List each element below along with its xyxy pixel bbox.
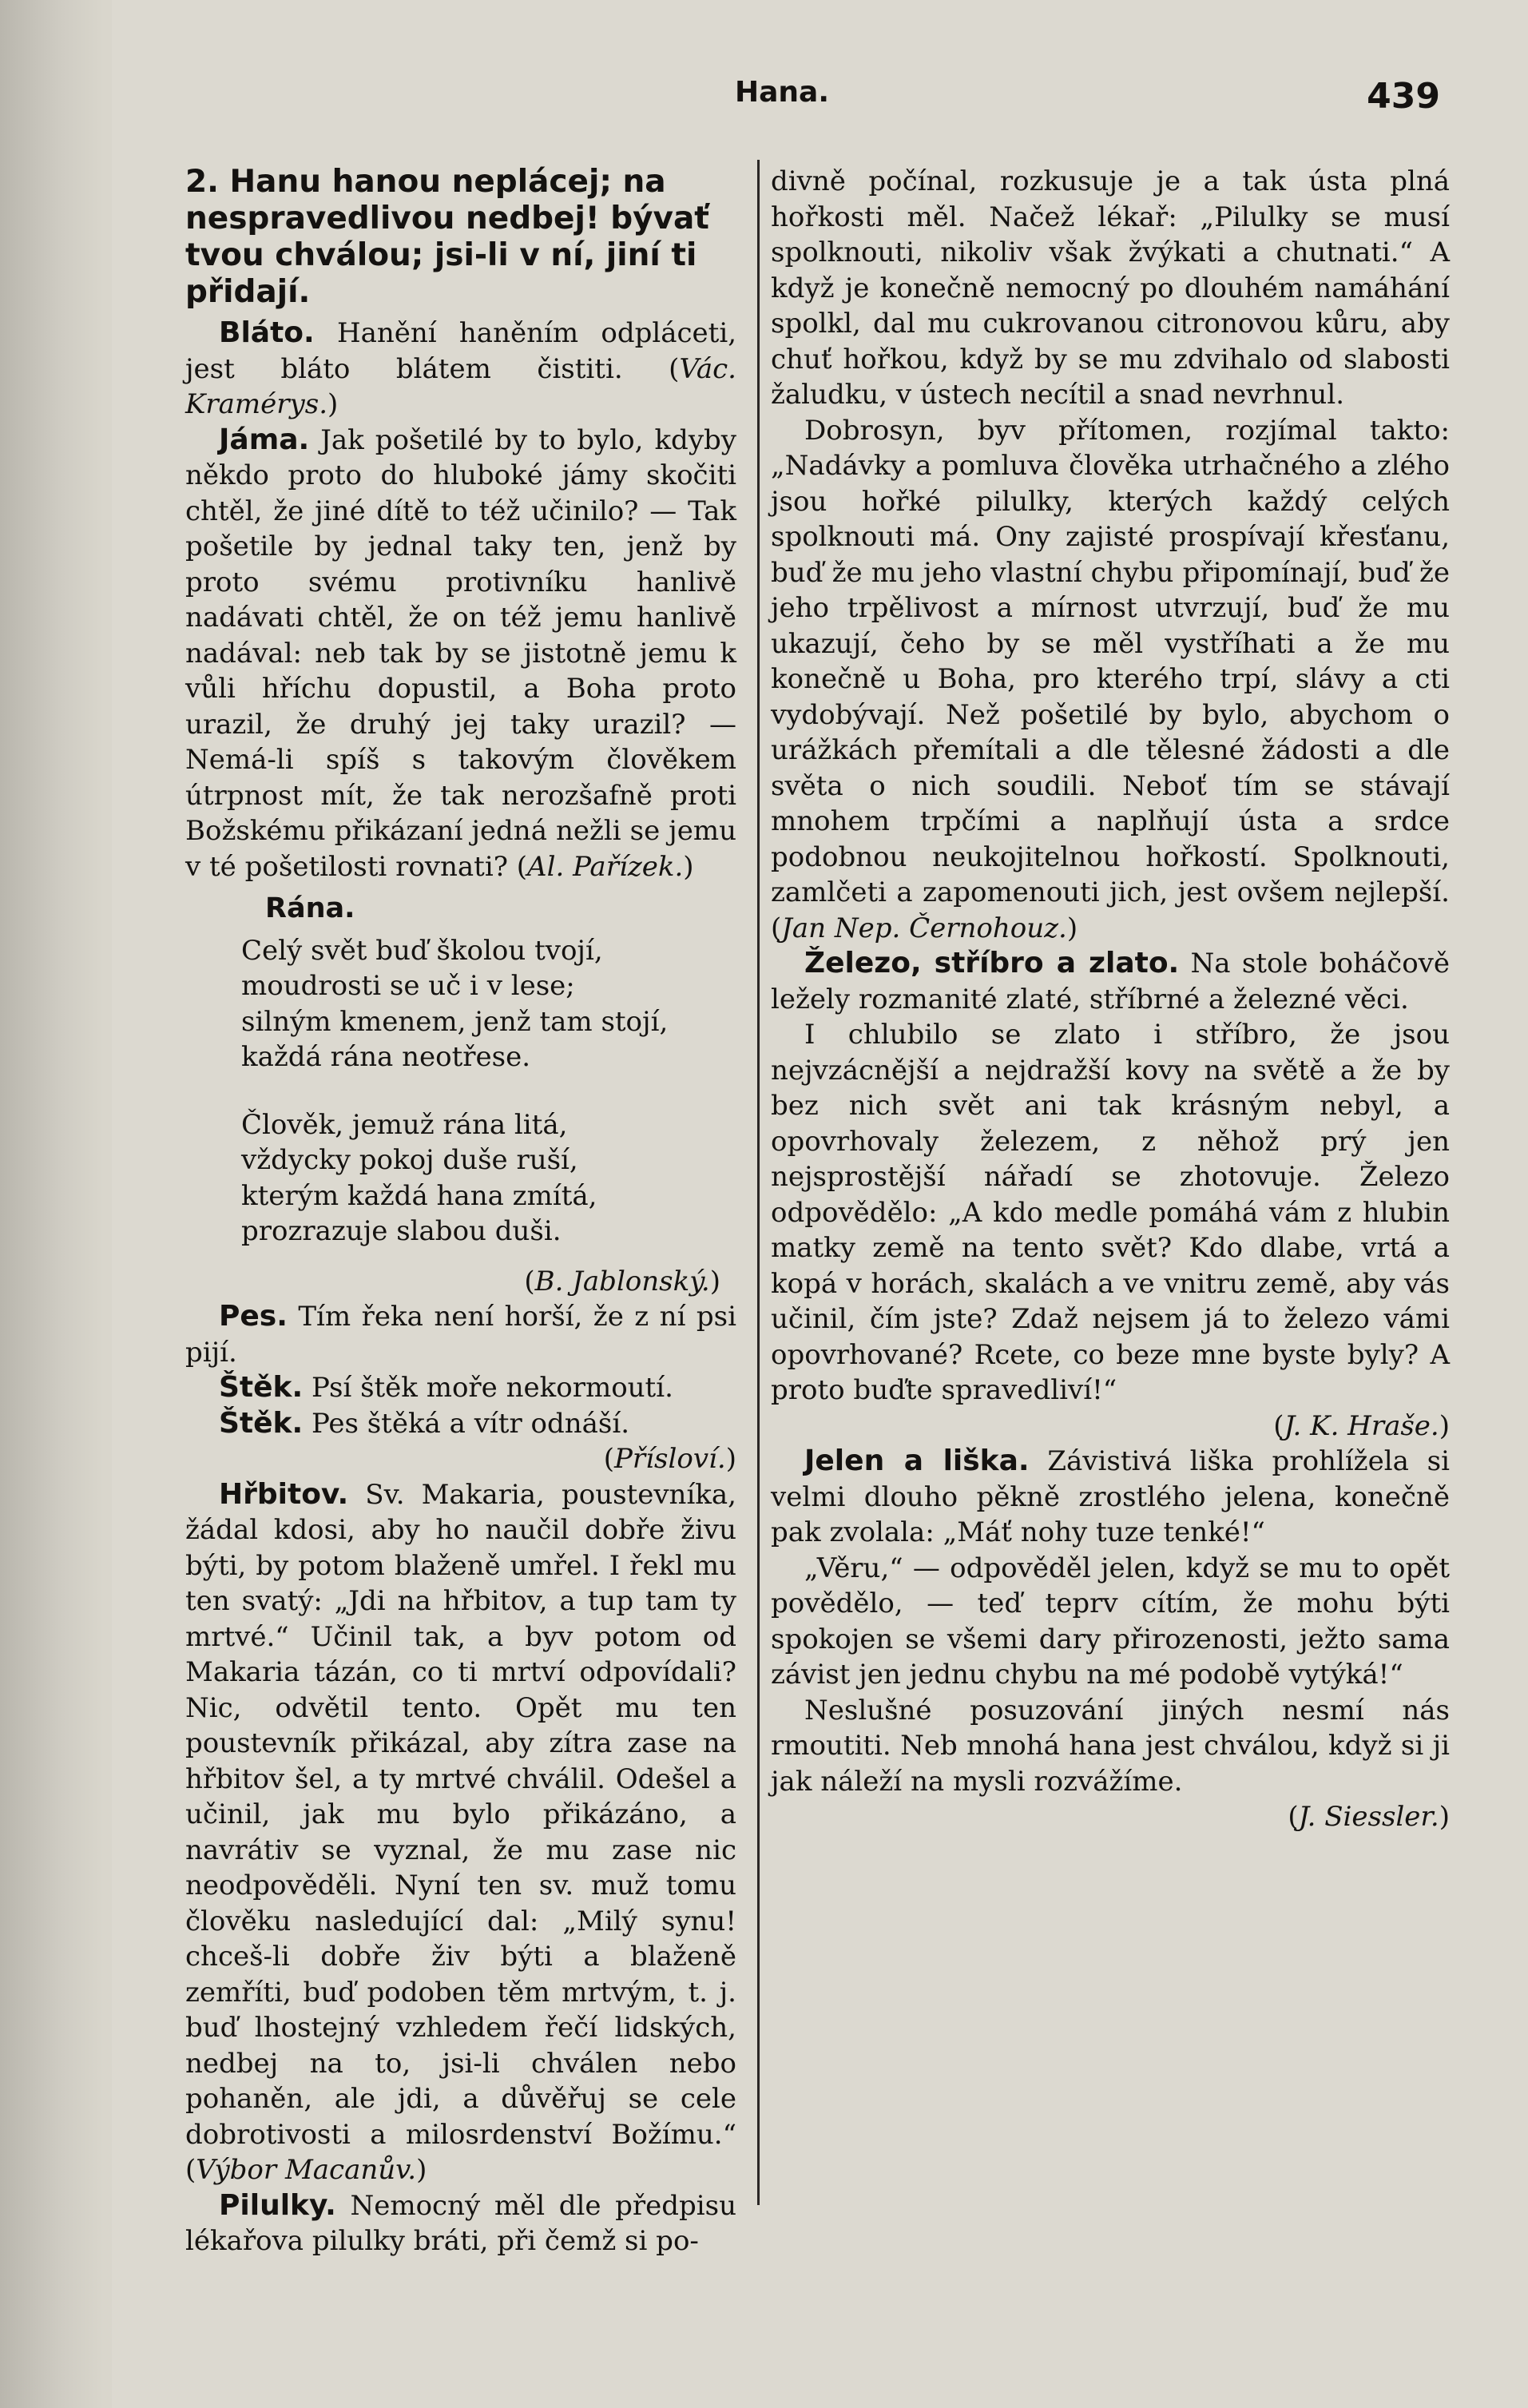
entry-jelen	[771, 1444, 1450, 1551]
paren: (	[1288, 1801, 1299, 1833]
entry-stek-2	[185, 1406, 736, 1442]
poem-line: moudrosti se uč i v lese;	[241, 970, 575, 1002]
poem-title-rana: Rána.	[265, 892, 355, 924]
paragraph-text: Dobrosyn, byv přítomen, rozjímal takto: „Nadávky a pomluva člověka utrhačného a zlého jsou hořké pilulky, kterých každý celých spolknouti má. Ony zajisté prospívají křesťanu, buď že mu jeho vlastní chybu připomínají, buď že jeho trpělivost a mírnost utvrzují, buď že mu ukazují, čeho by se měl vystříhati a že mu konečně u Boha, pro kterého trpí, slávy a cti vydobývají. Než pošetilé by bylo, abychom o urážkách přemítali a dle tělesné žádosti a dle světa o nich soudili. Neboť tím se stávají mnohem trpčími a naplňují ústa a srdce podobnou neukojitelnou hořkostí. Spolknouti, zamlčeti a zapomenouti jich, jest ovšem nejlepší. (	[771, 414, 1450, 944]
headword: Pilulky.	[219, 2188, 336, 2222]
paragraph-text: I chlubilo se zlato i stříbro, že jsou nejvzácnější a nejdražší kovy na světě a že by bez nich svět ani tak krásným nebyl, a opovrhovaly železem, z něhož prý jen nejsprostější nářadí se zhotovuje. Železo odpovědělo: „A kdo medle pomáhá vám z hlubin matky země na tento svět? Kdo dlabe, vrtá a kopá v horách, skalách a ve vnitru země, aby vás učinil, čím jste? Zdaž nejsem já to železo vámi opovrhované? Rcete, co beze mne byste byly? A proto buďte spravedliví!“	[771, 1019, 1450, 1406]
poem-attribution	[185, 1264, 736, 1300]
entry-text: Na stole boháčově ležely rozmanité zlaté, stříbrné a železné věci.	[771, 948, 1451, 1015]
poem-stanza-2	[241, 1107, 736, 1250]
entry-blato	[185, 316, 736, 423]
entry-pilulky	[185, 2188, 736, 2259]
poem-line: vždycky pokoj duše ruší,	[241, 1144, 578, 1176]
paren: )	[709, 1265, 720, 1297]
paren: (	[1273, 1409, 1284, 1442]
source: Výbor Macanův.	[196, 2154, 417, 2186]
paren: (	[524, 1265, 535, 1297]
source: Al. Pařízek.	[527, 850, 684, 883]
poem-line: silným kmenem, jenž tam stojí,	[241, 1005, 669, 1038]
scan-edge	[0, 0, 104, 2408]
poem-line: Člověk, jemuž rána litá,	[241, 1108, 568, 1141]
entry-text: Hanění haněním odpláceti, jest bláto blátem čistiti. (	[185, 317, 736, 385]
source: Přísloví.	[614, 1443, 726, 1475]
headword: Bláto.	[219, 316, 315, 349]
book-page	[112, 0, 1528, 2408]
attribution-hrase	[771, 1409, 1450, 1444]
paren: (	[603, 1443, 615, 1475]
source: B. Jablonský.	[534, 1265, 710, 1297]
source: J. Siessler.	[1298, 1801, 1439, 1833]
entry-zelezo	[771, 946, 1450, 1017]
entry-pilulky-continued: divně počínal, rozkusuje je a tak ústa plná hořkosti měl. Načež lékař: „Pilulky se musí spolknouti, nikoliv však žvýkati a chutnati.“ A když je konečně nemocný po dlouhém namáhání spolkl, dal mu cukrovanou citronovou kůru, aby chuť hořkou, když by se mu zdvihalo od slabosti žaludku, v ústech necítil a snad nevrhnul.	[771, 165, 1450, 411]
entry-stek-1	[185, 1370, 736, 1406]
paren: )	[683, 850, 694, 883]
column-divider	[757, 160, 760, 2205]
paren: )	[1439, 1801, 1450, 1833]
entry-text: Tím řeka není horší, že z ní psi pijí.	[185, 1301, 736, 1369]
entry-pes	[185, 1299, 736, 1370]
entry-jama	[185, 423, 736, 885]
page-header	[112, 76, 1528, 124]
paren: )	[1066, 912, 1078, 944]
source: Jan Nep. Černohouz.	[781, 912, 1067, 944]
paragraph-dobrosyn	[771, 413, 1450, 947]
source: Vác. Kramérys.	[185, 352, 736, 420]
entry-text: Sv. Makaria, poustevníka, žádal kdosi, aby ho naučil dobře živu býti, by potom blaženě umřel. I řekl mu ten svatý: „Jdi na hřbitov, a tup tam ty mrtvé.“ Učinil tak, a byv potom od Makaria tázán, co ti mrtví odpovídali? Nic, odvětil tento. Opět mu ten poustevník přikázal, aby zítra zase na hřbitov šel, a ty mrtvé chválil. Odešel a učinil, jak mu bylo přikázáno, a navrátiv se vyznal, že mu zase nic neodpověděli. Nyní ten sv. muž tomu člověku nasledující dal: „Milý synu! chceš-li dobře živ býti a blaženě zemříti, buď podoben těm mrtvým, t. j. buď lhostejný vzhledem řečí lidských, nedbej na to, jsi-li chválen nebo pohaněn, ale jdi, a důvěřuj se cele dobrotivosti a milosrdenství Božímu.“ (	[185, 1478, 736, 2186]
poem-line: každá rána neotřese.	[241, 1041, 531, 1073]
headword: Jáma.	[219, 423, 310, 456]
poem-line: kterým každá hana zmítá,	[241, 1179, 597, 1212]
section-title: 2. Hanu hanou neplácej; na nespravedlivou nedbej! bývať tvou chválou; jsi-li v ní, jiní ti přidají.	[185, 164, 709, 310]
headword: Železo, stříbro a zlato.	[804, 947, 1180, 979]
paren: )	[416, 2154, 427, 2186]
paragraph-neslusne: Neslušné posuzování jiných nesmí nás rmoutiti. Neb mnohá hana jest chválou, když si ji jak náleží na mysli rozvážíme.	[771, 1694, 1450, 1798]
poem-line: prozrazuje slabou duši.	[241, 1215, 562, 1247]
headword: Jelen a liška.	[804, 1444, 1030, 1477]
proverb-attribution	[185, 1441, 736, 1477]
entry-text: Jak pošetilé by to bylo, kdyby někdo proto do hluboké jámy skočiti chtěl, že jiné dítě to též učinilo? — Tak pošetile by jednal taky ten, jenž by proto svému protivníku hanlivě nadávati chtěl, že on též jemu hanlivě nadával: neb tak by se jistotně jemu k vůli hříchu dopustil, a Boha proto urazil, že druhý jej taky urazil? — Nemá-li spíš s takovým člověkem útrpnost mít, že tak nerozšafně proti Božskému přikázaní jedná nežli se jemu v té pošetilosti rovnati? (	[185, 423, 736, 883]
running-head: Hana.	[735, 76, 830, 109]
entry-text: Nemocný měl dle předpisu lékařova pilulky bráti, při čemž si po-	[185, 2189, 736, 2257]
paren: )	[327, 388, 339, 420]
page-number: 439	[1367, 76, 1440, 117]
paragraph-chlubilo	[771, 1017, 1450, 1409]
paren: )	[725, 1443, 736, 1475]
poem-stanza-1	[241, 933, 736, 1075]
entry-text: Pes štěká a vítr odnáší.	[303, 1407, 630, 1440]
entry-text: Závistivá liška prohlížela si velmi dlouho pěkně zrostlého jelena, konečně pak zvolala: „Máť nohy tuze tenké!“	[771, 1445, 1450, 1548]
headword: Pes.	[219, 1300, 288, 1333]
poem-line: Celý svět buď školou tvojí,	[241, 934, 603, 967]
right-column	[771, 164, 1450, 1835]
headword: Štěk.	[219, 1371, 304, 1404]
attribution-siessler	[771, 1799, 1450, 1835]
headword: Hřbitov.	[219, 1477, 349, 1511]
entry-hrbitov	[185, 1477, 736, 2188]
headword: Štěk.	[219, 1406, 304, 1440]
source: J. K. Hraše.	[1284, 1409, 1439, 1442]
paragraph-veru: „Věru,“ — odpověděl jelen, když se mu to opět povědělo, — teď teprv cítím, že mohu býti spokojen se všemi dary přirozenosti, ježto sama závist jen jednu chybu na mé podobě vytýká!“	[771, 1552, 1450, 1691]
entry-text: Psí štěk moře nekormoutí.	[303, 1372, 673, 1404]
left-column	[185, 164, 736, 2259]
paren: )	[1439, 1409, 1450, 1442]
